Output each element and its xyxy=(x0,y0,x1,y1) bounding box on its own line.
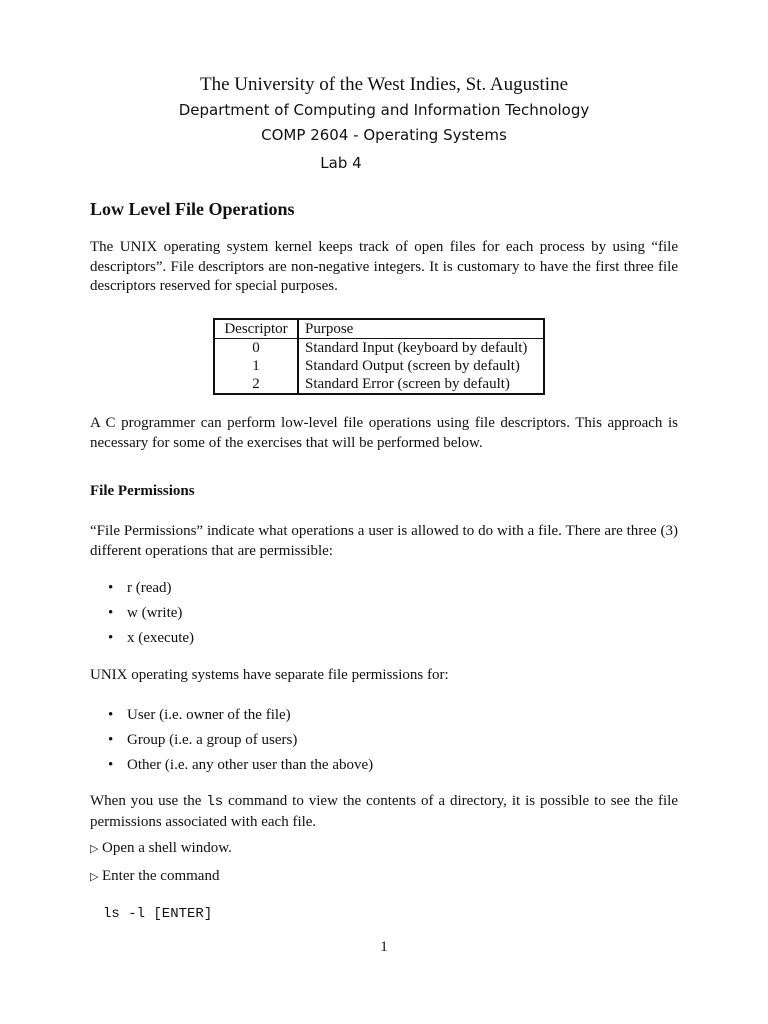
step-enter-command xyxy=(90,868,219,885)
department-title: Department of Computing and Information Technology xyxy=(178,101,590,119)
descriptor-table xyxy=(213,318,545,395)
table-cell-purpose: Standard Error (screen by default) xyxy=(305,376,510,392)
permissions-intro-text: “File Permissions” indicate what operations a user is allowed to do with a file. There are three (3) different operations that are permissible: xyxy=(90,523,678,559)
course-title: COMP 2604 - Operating Systems xyxy=(261,126,507,144)
table-cell-purpose: Standard Output (screen by default) xyxy=(305,358,520,374)
triangle-right-icon: ▷ xyxy=(90,871,99,883)
table-header-purpose: Purpose xyxy=(298,319,544,339)
table-cell-purpose: Standard Input (keyboard by default) xyxy=(305,340,528,356)
section-intro-paragraph xyxy=(90,238,678,297)
university-title: The University of the West Indies, St. Augustine xyxy=(199,74,569,95)
step-open-shell xyxy=(90,840,232,857)
list-item: • r (read) xyxy=(108,578,194,603)
table-header-descriptor: Descriptor xyxy=(214,319,298,339)
separate-permissions-text: UNIX operating systems have separate file permissions for: xyxy=(90,667,449,683)
ls-sentence-before: When you use the xyxy=(90,793,207,809)
permissions-intro-paragraph xyxy=(90,522,678,561)
after-table-paragraph xyxy=(90,414,678,453)
step-text: Open a shell window. xyxy=(102,840,232,856)
list-item: • w (write) xyxy=(108,603,194,628)
table-cell-descriptor: 0 xyxy=(214,339,298,358)
table-row xyxy=(214,339,544,358)
subsection-title: File Permissions xyxy=(90,483,195,499)
after-table-text: A C programmer can perform low-level file operations using file descriptors. This approach is necessary for some of the exercises that will be performed below. xyxy=(90,415,678,451)
page-number: 1 xyxy=(380,939,388,955)
triangle-right-icon: ▷ xyxy=(90,843,99,855)
ls-sentence-after: command to view the contents of a directory, it is possible to see the file permissions associated with each file. xyxy=(90,793,679,830)
table-row xyxy=(214,375,544,394)
list-item: • Group (i.e. a group of users) xyxy=(108,730,373,755)
step-text: Enter the command xyxy=(102,868,220,884)
list-item: • User (i.e. owner of the file) xyxy=(108,705,373,730)
lab-title: Lab 4 xyxy=(320,154,362,172)
ls-command-inline: ls xyxy=(206,794,224,810)
table-header-row xyxy=(214,319,544,339)
list-item: • x (execute) xyxy=(108,628,194,653)
section-title: Low Level File Operations xyxy=(90,199,295,219)
section-intro-text: The UNIX operating system kernel keeps track of open files for each process by using “file descriptors”. File descriptors are non-negative integers. It is customary to have the first three file descriptors reserved for special purposes. xyxy=(90,239,678,294)
ls-paragraph xyxy=(90,792,678,832)
operations-list xyxy=(108,578,194,653)
table-row xyxy=(214,357,544,375)
classes-list xyxy=(108,705,373,780)
list-item: • Other (i.e. any other user than the above) xyxy=(108,755,373,780)
table-cell-descriptor: 2 xyxy=(214,375,298,394)
command-code-block: ls -l [ENTER] xyxy=(103,906,213,922)
table-cell-descriptor: 1 xyxy=(214,357,298,375)
